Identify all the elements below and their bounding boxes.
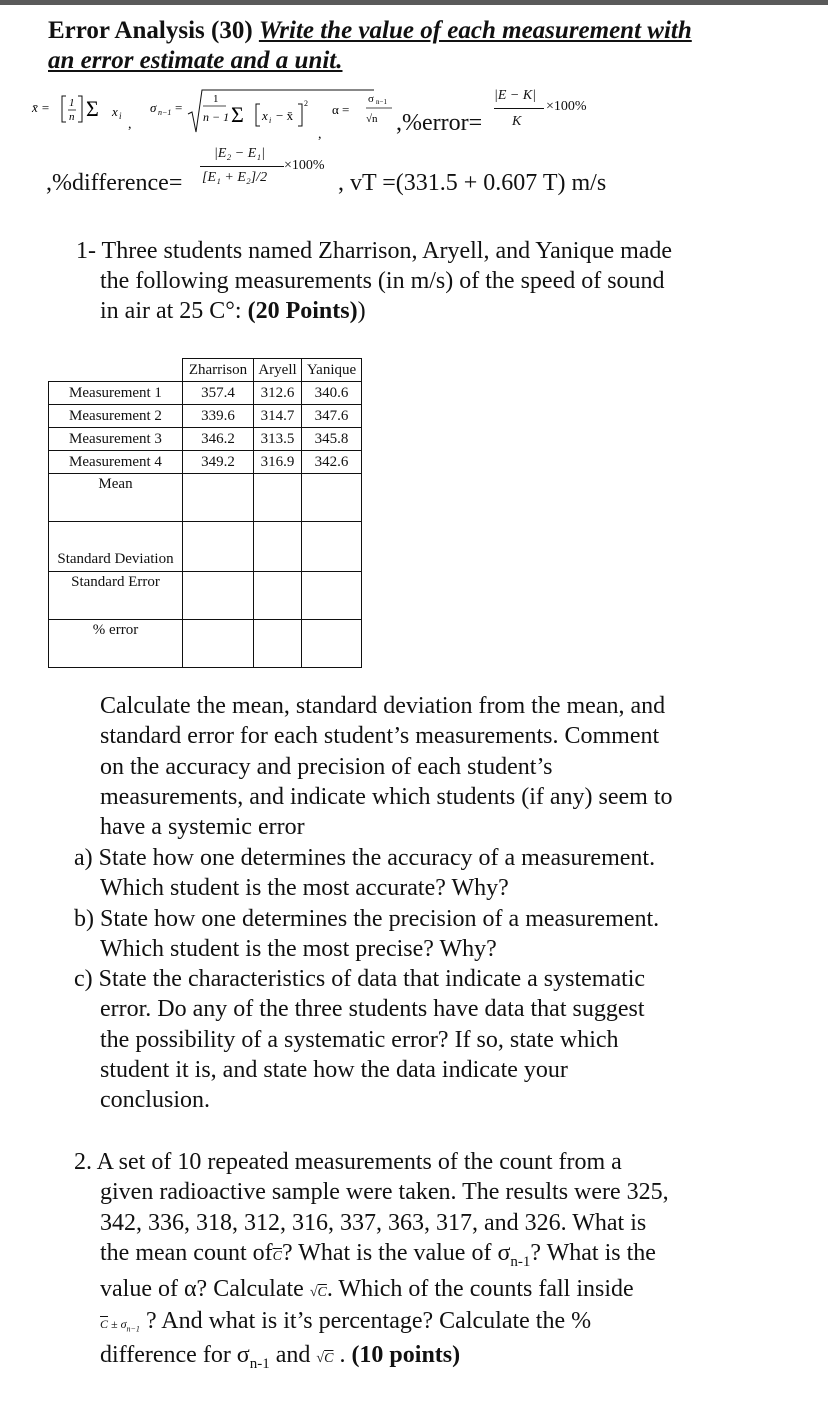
row-label: Measurement 2 bbox=[49, 405, 183, 428]
part-c-line-3: the possibility of a systematic error? If so, state which bbox=[100, 1026, 619, 1053]
instructions-line: have a systemic error bbox=[100, 814, 305, 841]
table-cell: 316.9 bbox=[254, 451, 302, 474]
percent-diff-label: ,%difference= bbox=[46, 170, 183, 196]
part-b-line-1: b) State how one determines the precision of a measurement. bbox=[74, 905, 660, 932]
table-cell: 312.6 bbox=[254, 382, 302, 405]
svg-text:Σ: Σ bbox=[231, 102, 244, 127]
sub-questions bbox=[74, 843, 659, 1116]
svg-text:=: = bbox=[175, 100, 183, 115]
table-cell: 313.5 bbox=[254, 428, 302, 451]
part-b-line-2: Which student is the most precise? Why? bbox=[100, 935, 497, 962]
table-header: Zharrison bbox=[183, 359, 254, 382]
table-row bbox=[49, 428, 362, 451]
table-cell: 347.6 bbox=[302, 405, 362, 428]
table-cell: 340.6 bbox=[302, 382, 362, 405]
c-bar-symbol: $\overline{C}$ bbox=[272, 1249, 282, 1264]
empty-cell bbox=[254, 474, 302, 522]
svg-text:x: x bbox=[112, 104, 118, 119]
svg-text:x: x bbox=[262, 108, 268, 123]
question-2-line-4: the mean count $of\overline{C}$? What is the value of $\sigma_{n-1}$? What is the bbox=[100, 1240, 656, 1270]
question-2 bbox=[74, 1147, 669, 1238]
svg-text:σ: σ bbox=[368, 93, 374, 105]
row-label: Standard Deviation bbox=[49, 522, 183, 572]
question-1 bbox=[76, 236, 756, 326]
title-bold: Error Analysis (30) bbox=[48, 17, 253, 44]
svg-text:2: 2 bbox=[304, 99, 308, 108]
sqrt-c-symbol: √C bbox=[309, 1285, 327, 1300]
formula-row-1 bbox=[30, 84, 630, 147]
percent-diff-times: ×100% bbox=[284, 158, 325, 173]
instructions-line: measurements, and indicate which students (if any) seem to bbox=[100, 783, 673, 810]
row-label: Measurement 3 bbox=[49, 428, 183, 451]
title-instruction-2: an error estimate and a unit. bbox=[48, 47, 343, 74]
row-label: Standard Error bbox=[49, 572, 183, 620]
table-cell: 345.8 bbox=[302, 428, 362, 451]
svg-text:x̄ =: x̄ = bbox=[32, 100, 50, 115]
table-cell: 346.2 bbox=[183, 428, 254, 451]
empty-cell bbox=[302, 474, 362, 522]
percent-diff-numerator: |E₂ − E₁| bbox=[214, 146, 265, 161]
svg-text:n: n bbox=[69, 111, 75, 123]
table-cell: 342.6 bbox=[302, 451, 362, 474]
percent-error-numerator: |E − K| bbox=[494, 88, 537, 103]
empty-cell bbox=[302, 620, 362, 668]
formula-graphic bbox=[30, 84, 630, 142]
instructions-line: standard error for each student’s measurements. Comment bbox=[100, 723, 660, 750]
empty-cell bbox=[302, 572, 362, 620]
percent-error-label: ,%error= bbox=[396, 110, 483, 136]
table-corner bbox=[49, 359, 183, 382]
table-row-percent-error bbox=[49, 620, 362, 668]
c-bar-pm-sigma-symbol: $\overline{C} \pm \sigma_{n-1}$ bbox=[100, 1317, 140, 1334]
question-2-line-7: difference for $\sigma_{n-1}$ and √C . (10 points) bbox=[100, 1342, 461, 1372]
svg-text:1: 1 bbox=[69, 97, 75, 109]
table-row-mean bbox=[49, 474, 362, 522]
top-border bbox=[0, 0, 828, 5]
question-1-points: (20 Points) bbox=[247, 298, 358, 324]
part-c-line-1: c) State the characteristics of data that indicate a systematic bbox=[74, 966, 646, 993]
table-row-std-error bbox=[49, 572, 362, 620]
table-header: Aryell bbox=[254, 359, 302, 382]
row-label: % error bbox=[49, 620, 183, 668]
question-2-line-6: $\overline{C} \pm \sigma_{n-1}$ ? And what is it’s percentage? Calculate the % bbox=[100, 1308, 592, 1334]
row-label: Measurement 1 bbox=[49, 382, 183, 405]
table-cell: 314.7 bbox=[254, 405, 302, 428]
question-2-line-5: value of α? Calculate √C. Which of the counts fall inside bbox=[100, 1276, 634, 1302]
row-label: Measurement 4 bbox=[49, 451, 183, 474]
speed-formula: , vT =(331.5 + 0.607 T) m/s bbox=[338, 170, 607, 196]
page-title bbox=[48, 16, 692, 46]
svg-text:1: 1 bbox=[213, 93, 219, 105]
measurement-table bbox=[48, 358, 362, 668]
svg-text:√n: √n bbox=[366, 113, 378, 125]
empty-cell bbox=[183, 572, 254, 620]
sqrt-c-symbol: √C bbox=[316, 1351, 334, 1366]
empty-cell bbox=[183, 522, 254, 572]
table-row bbox=[49, 405, 362, 428]
question-2-points: (10 points) bbox=[351, 1342, 461, 1368]
svg-text:n−1: n−1 bbox=[376, 98, 387, 106]
svg-text:n−1: n−1 bbox=[158, 108, 172, 117]
part-a-line-1: a) State how one determines the accuracy of a measurement. bbox=[74, 845, 656, 871]
instructions-paragraph bbox=[100, 691, 673, 842]
table-cell: 339.6 bbox=[183, 405, 254, 428]
part-c-line-2: error. Do any of the three students have data that suggest bbox=[100, 996, 645, 1023]
empty-cell bbox=[254, 620, 302, 668]
svg-text:i: i bbox=[119, 111, 122, 121]
question-2-line-2: given radioactive sample were taken. The results were 325, bbox=[100, 1179, 669, 1206]
question-1-line-1: 1- Three students named Zharrison, Aryell, and Yanique made bbox=[76, 238, 673, 264]
question-1-line-3: in air at 25 C°: (20 Points)) bbox=[100, 298, 366, 324]
table-header: Yanique bbox=[302, 359, 362, 382]
question-2-line-3: 342, 336, 318, 312, 316, 337, 363, 317, and 326. What is bbox=[100, 1209, 647, 1236]
svg-text:σ: σ bbox=[150, 100, 157, 115]
table-row-std-dev bbox=[49, 522, 362, 572]
empty-cell bbox=[183, 474, 254, 522]
percent-error-denominator: K bbox=[512, 114, 522, 129]
percent-diff-denominator: [E₁ + E₂]/2 bbox=[202, 170, 268, 185]
table-row bbox=[49, 451, 362, 474]
svg-text:α =: α = bbox=[332, 102, 350, 117]
part-c-line-5: conclusion. bbox=[100, 1087, 210, 1114]
table-cell: 357.4 bbox=[183, 382, 254, 405]
table-header-row bbox=[49, 359, 362, 382]
part-a-line-2: Which student is the most accurate? Why? bbox=[100, 875, 509, 902]
question-2-line-1: 2. A set of 10 repeated measurements of the count from a bbox=[74, 1149, 622, 1175]
percent-error-times: ×100% bbox=[546, 99, 587, 114]
empty-cell bbox=[254, 522, 302, 572]
instructions-line: Calculate the mean, standard deviation from the mean, and bbox=[100, 693, 666, 719]
row-label: Mean bbox=[49, 474, 183, 522]
percent-diff-fraction-bar bbox=[200, 166, 284, 167]
title-instruction-1: Write the value of each measurement with bbox=[258, 17, 692, 44]
instructions-line: on the accuracy and precision of each student’s bbox=[100, 753, 553, 780]
empty-cell bbox=[183, 620, 254, 668]
percent-error-fraction-bar bbox=[494, 108, 544, 109]
question-1-line-2: the following measurements (in m/s) of the speed of sound bbox=[100, 268, 665, 294]
svg-text:n − 1: n − 1 bbox=[203, 110, 230, 124]
svg-text:,: , bbox=[318, 127, 322, 142]
svg-text:Σ: Σ bbox=[86, 96, 99, 121]
empty-cell bbox=[302, 522, 362, 572]
empty-cell bbox=[254, 572, 302, 620]
table-cell: 349.2 bbox=[183, 451, 254, 474]
part-c-line-4: student it is, and state how the data indicate your bbox=[100, 1057, 568, 1084]
svg-text:− x̄: − x̄ bbox=[276, 108, 294, 123]
table-row bbox=[49, 382, 362, 405]
svg-text:i: i bbox=[269, 116, 272, 125]
svg-text:,: , bbox=[128, 117, 132, 132]
